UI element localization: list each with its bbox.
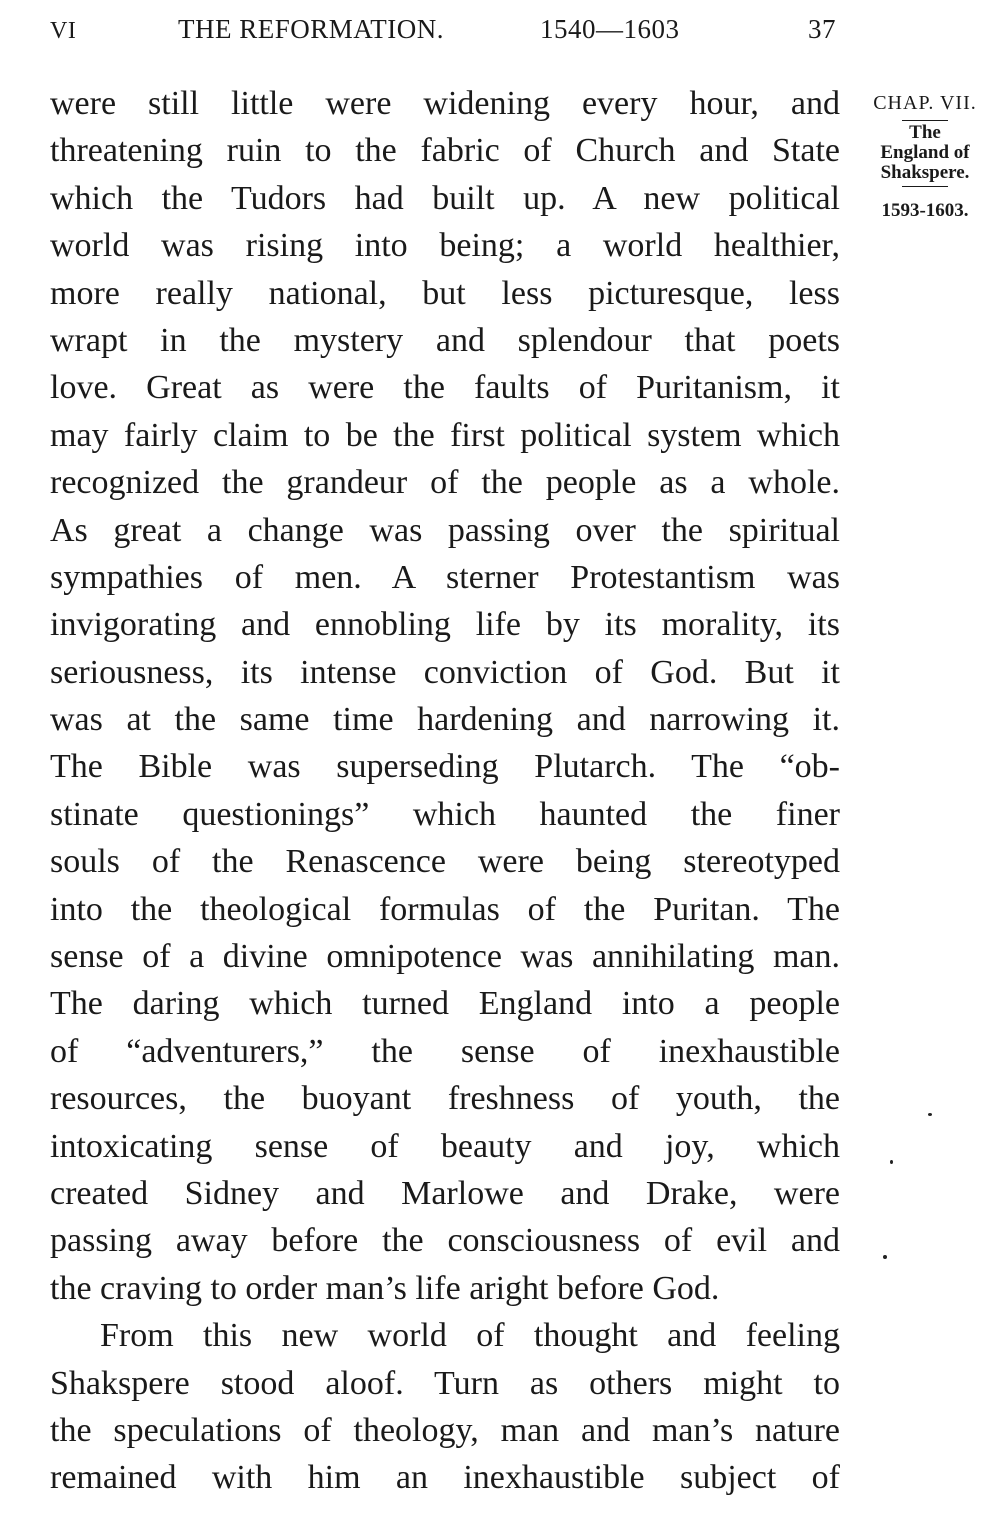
print-speck xyxy=(890,1160,893,1164)
text-line: world was rising into being; a world healthier, xyxy=(50,227,840,265)
margin-note xyxy=(855,88,995,223)
running-years: 1540—1603 xyxy=(540,14,680,44)
text-line: wrapt in the mystery and splendour that poets xyxy=(50,321,840,359)
section-number: VI xyxy=(50,18,77,44)
text-line: intoxicating sense of beauty and joy, which xyxy=(50,1127,840,1165)
text-line: recognized the grandeur of the people as a whole. xyxy=(50,464,840,502)
margin-rule xyxy=(902,120,948,121)
print-speck xyxy=(928,1113,932,1116)
text-line: The daring which turned England into a people xyxy=(50,985,840,1023)
margin-years: 1593-1603. xyxy=(881,200,969,221)
body-text xyxy=(50,80,840,1502)
text-line: was at the same time hardening and narrowing it. xyxy=(50,701,840,739)
running-title: THE REFORMATION. xyxy=(178,14,445,44)
text-line: resources, the buoyant freshness of youth, the xyxy=(50,1080,840,1118)
text-line: were still little were widening every hour, and xyxy=(50,85,840,122)
text-line: Shakspere stood aloof. Turn as others might to xyxy=(50,1364,840,1402)
text-line: the speculations of theology, man and man’s nature xyxy=(50,1411,840,1449)
margin-title-line-1: The xyxy=(909,122,941,143)
text-line: stinate questionings” which haunted the finer xyxy=(50,795,840,833)
text-line: into the theological formulas of the Puritan. The xyxy=(50,890,840,928)
text-line: more really national, but less picturesque, less xyxy=(50,274,840,312)
margin-chapter: CHAP. VII. xyxy=(873,92,977,114)
paragraph-start-line: From this new world of thought and feeling xyxy=(100,1317,840,1355)
text-line: which the Tudors had built up. A new political xyxy=(50,179,840,217)
text-line: love. Great as were the faults of Puritanism, it xyxy=(50,369,840,407)
margin-rule-2 xyxy=(902,186,948,187)
page-number: 37 xyxy=(808,14,836,44)
margin-title-line-3: Shakspere. xyxy=(880,162,970,183)
paragraph-end-line: the craving to order man’s life aright before God. xyxy=(50,1269,720,1307)
text-line: created Sidney and Marlowe and Drake, were xyxy=(50,1174,840,1212)
text-line: souls of the Renascence were being stereotyped xyxy=(50,843,840,881)
margin-title-line-2: England of xyxy=(880,142,970,163)
text-line: of “adventurers,” the sense of inexhaustible xyxy=(50,1032,840,1070)
text-line: may fairly claim to be the first political system which xyxy=(50,416,840,454)
running-header xyxy=(0,14,1000,54)
print-speck xyxy=(883,1255,887,1259)
text-line: sympathies of men. A sterner Protestantism was xyxy=(50,558,840,596)
text-line: The Bible was superseding Plutarch. The “ob- xyxy=(50,748,840,786)
text-line: seriousness, its intense conviction of God. But it xyxy=(50,653,840,691)
text-line: As great a change was passing over the spiritual xyxy=(50,511,840,549)
text-line: invigorating and ennobling life by its morality, its xyxy=(50,606,840,644)
text-line: threatening ruin to the fabric of Church and State xyxy=(50,132,840,170)
text-line: sense of a divine omnipotence was annihilating man. xyxy=(50,938,840,976)
text-line: passing away before the consciousness of evil and xyxy=(50,1222,840,1260)
text-line: remained with him an inexhaustible subject of xyxy=(50,1459,840,1497)
